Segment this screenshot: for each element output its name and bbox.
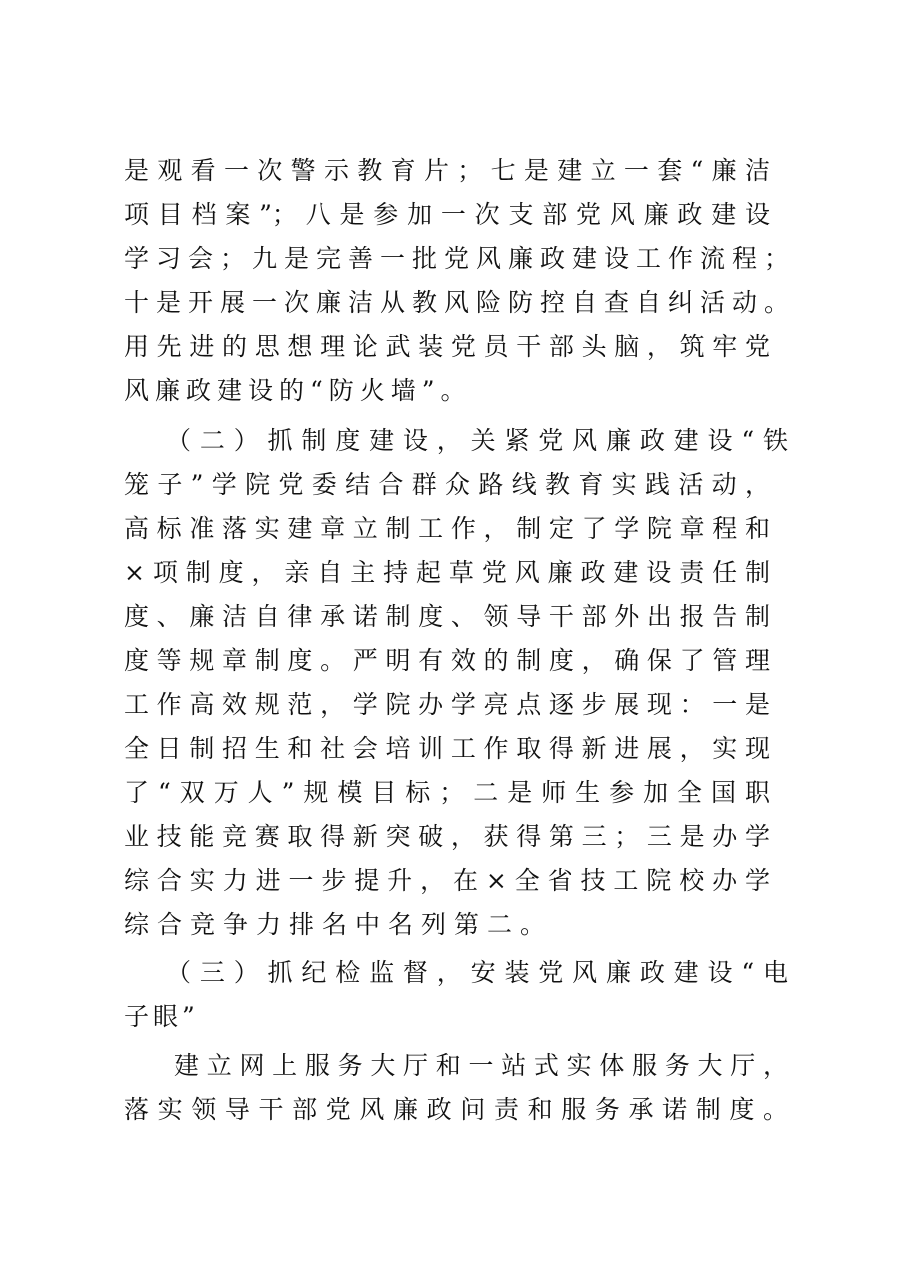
text-line: 学习会；九是完善一批党风廉政建设工作流程； — [124, 244, 789, 273]
text-line: 工作高效规范，学院办学亮点逐步展现：一是 — [124, 690, 770, 719]
text-line: 度等规章制度。严明有效的制度，确保了管理 — [124, 646, 770, 675]
text-line: 综合实力进一步提升，在×全省技工院校办学 — [124, 866, 770, 895]
text-line: 度、廉洁自律承诺制度、领导干部外出报告制 — [124, 602, 770, 631]
text-line: 子眼” — [124, 1002, 199, 1031]
text-line: 了“双万人”规模目标；二是师生参加全国职 — [124, 778, 770, 807]
text-line: 笼子”学院党委结合群众路线教育实践活动， — [124, 470, 770, 499]
text-line: 全日制招生和社会培训工作取得新进展，实现 — [124, 734, 770, 763]
text-line: 高标准落实建章立制工作，制定了学院章程和 — [124, 514, 770, 543]
text-line: （二）抓制度建设，关紧党风廉政建设“铁 — [166, 426, 788, 455]
text-line: 十是开展一次廉洁从教风险防控自查自纠活动。 — [124, 288, 789, 317]
text-line: 业技能竞赛取得新突破，获得第三；三是办学 — [124, 822, 770, 851]
text-line: 风廉政建设的“防火墙”。 — [124, 376, 472, 405]
text-line: 落实领导干部党风廉政问责和服务承诺制度。 — [124, 1095, 788, 1124]
text-line: 项目档案”；八是参加一次支部党风廉政建设 — [124, 200, 770, 229]
text-line: 综合竞争力排名中名列第二。 — [124, 910, 554, 939]
text-line: 建立网上服务大厅和一站式实体服务大厅， — [174, 1051, 788, 1080]
text-line: 是观看一次警示教育片；七是建立一套“廉洁 — [124, 156, 770, 185]
text-line: ×项制度，亲自主持起草党风廉政建设责任制 — [124, 558, 770, 587]
text-line: （三）抓纪检监督，安装党风廉政建设“电 — [166, 958, 788, 987]
text-line: 用先进的思想理论武装党员干部头脑，筑牢党 — [124, 332, 770, 361]
